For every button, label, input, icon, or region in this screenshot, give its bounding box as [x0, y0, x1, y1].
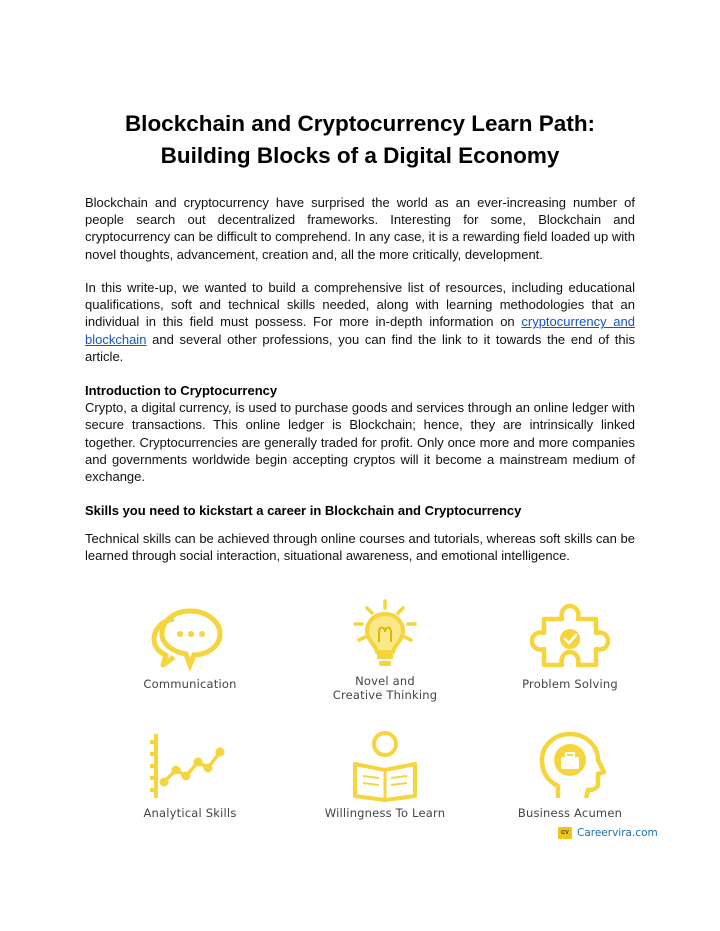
skill-business-acumen	[495, 730, 645, 820]
skill-label-communication: Communication	[143, 677, 237, 691]
crypto-intro-text: Crypto, a digital currency, is used to purchase goods and services through an online ledger with secure transactions. This online ledger is Blockchain; hence, they are intrinsically linked together. Cryptocurrencies are generally traded for profit. Only once more and more companies and governments worldwide begin accepting cryptos will it become a mainstream medium of exchange.	[85, 400, 635, 485]
careervira-logo-icon: CV	[558, 827, 572, 839]
skill-willingness-to-learn	[310, 730, 460, 820]
skill-label-willingness: Willingness To Learn	[324, 806, 446, 820]
intro-paragraph: Blockchain and cryptocurrency have surprised the world as an ever-increasing number of people search out decentralized frameworks. Interesting for some, Blockchain and cryptocurrency can be difficult to comprehend. In any case, it is a rewarding field loaded up with novel thoughts, advancement, creation and, all the more critically, development.	[85, 195, 635, 262]
resources-text-before-link: In this write-up, we wanted to build a comprehensive list of resources, including educational qualifications, soft and technical skills needed, along with learning methodologies that an individual in this field must possess. For more in-depth information on	[85, 280, 635, 330]
skill-problem-solving	[495, 601, 645, 691]
title-line-1: Blockchain and Cryptocurrency Learn Path:	[124, 111, 596, 136]
person-reading-icon	[345, 730, 425, 802]
skill-communication	[115, 603, 265, 691]
skill-creative-thinking	[310, 598, 460, 702]
document-title	[85, 108, 635, 172]
careervira-brand-name: Careervira.com	[577, 827, 658, 839]
skill-label-problem-solving: Problem Solving	[522, 677, 618, 691]
speech-bubbles-icon	[150, 603, 230, 673]
resources-paragraph	[85, 279, 635, 365]
skill-label-analytical: Analytical Skills	[143, 806, 237, 820]
resources-text-after-link: and several other professions, you can find the link to it towards the end of this article.	[85, 331, 635, 364]
skill-analytical	[115, 730, 265, 820]
title-line-2: Building Blocks of a Digital Economy	[160, 143, 560, 168]
crypto-intro-heading: Introduction to Cryptocurrency	[85, 383, 278, 398]
puzzle-piece-icon	[530, 601, 610, 673]
head-briefcase-icon	[530, 730, 610, 802]
careervira-watermark	[558, 827, 658, 839]
skill-label-creative-thinking	[310, 674, 460, 702]
skills-infographic	[115, 598, 675, 848]
skill-label-business-acumen: Business Acumen	[517, 806, 623, 820]
skill-label-creative-line-1: Novel and	[355, 674, 415, 688]
crypto-blockchain-link[interactable]: cryptocurrency and blockchain	[85, 314, 635, 347]
skills-paragraph: Technical skills can be achieved through online courses and tutorials, whereas soft skills can be learned through social interaction, situational awareness, and emotional intelligence.	[85, 531, 635, 564]
crypto-intro-section	[85, 382, 635, 485]
skills-heading: Skills you need to kickstart a career in Blockchain and Cryptocurrency	[85, 503, 522, 518]
lightbulb-icon	[345, 598, 425, 670]
line-chart-icon	[150, 730, 230, 802]
skill-label-creative-line-2: Creative Thinking	[332, 688, 438, 702]
